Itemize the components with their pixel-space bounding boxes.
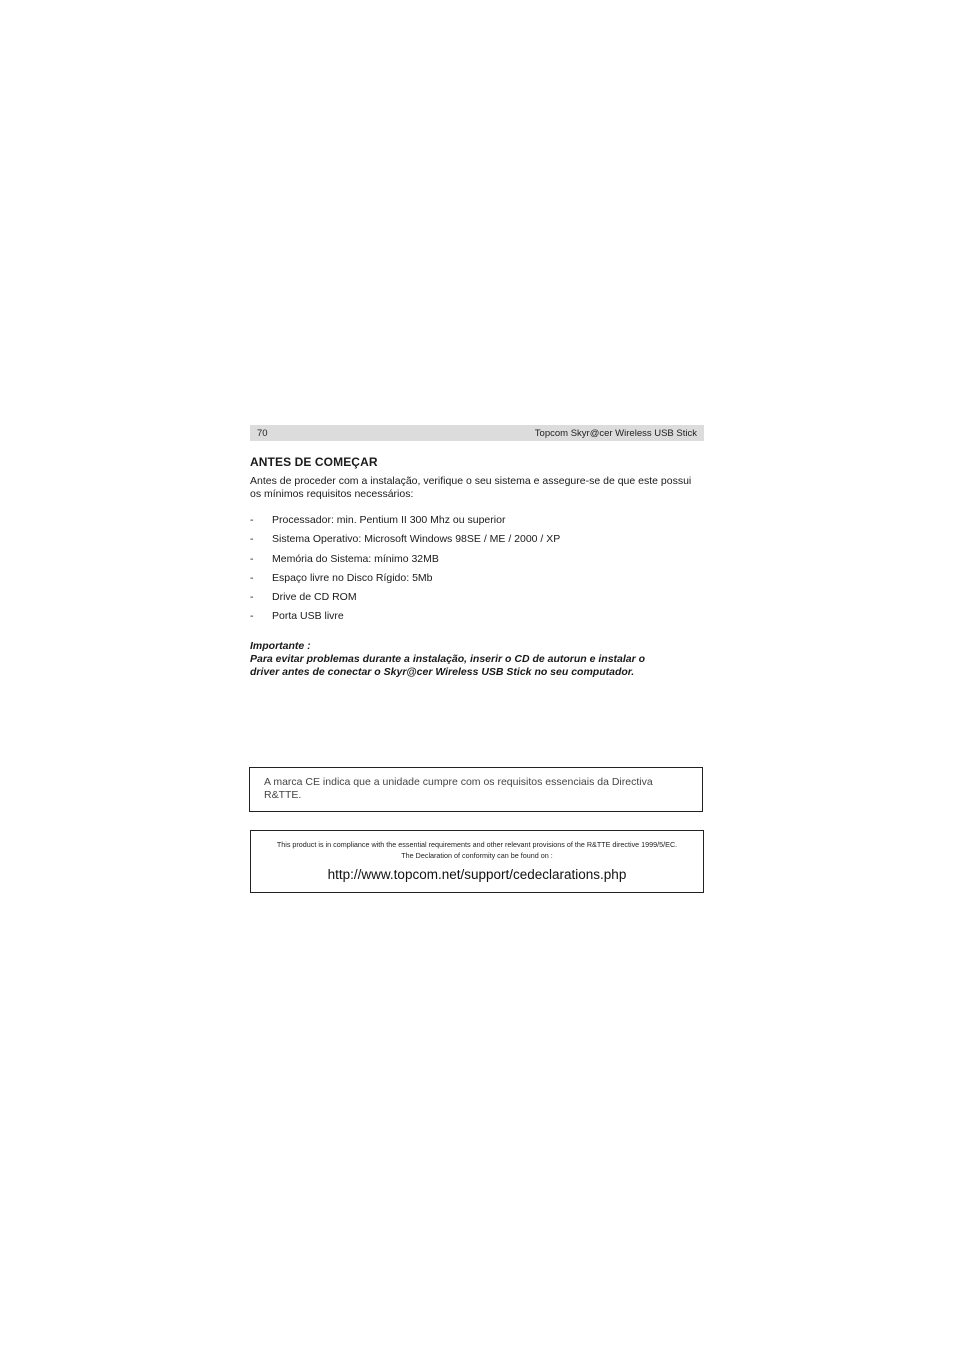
requirement-text: Sistema Operativo: Microsoft Windows 98SE / ME / 2000 / XP [272, 533, 561, 546]
declaration-url: http://www.topcom.net/support/cedeclarations.php [327, 867, 627, 882]
bullet-dash: - [250, 591, 254, 604]
bullet-dash: - [250, 552, 254, 565]
page-number: 70 [257, 427, 268, 439]
list-item [250, 591, 704, 604]
ce-notice-box [249, 767, 703, 812]
list-item [250, 572, 704, 585]
list-item [250, 553, 704, 566]
page-header [250, 425, 704, 441]
section-title: ANTES DE COMEÇAR [250, 455, 378, 469]
list-item [250, 533, 704, 546]
important-label: Importante : [250, 640, 311, 653]
declaration-line-1: This product is in compliance with the essential requirements and other relevant provisions of the R&TTE directive 1999/5/EC. [276, 840, 678, 849]
requirement-text: Processador: min. Pentium II 300 Mhz ou superior [272, 514, 506, 526]
requirement-text: Espaço livre no Disco Rígido: 5Mb [272, 571, 433, 584]
ce-notice-text: A marca CE indica que a unidade cumpre com os requisitos essenciais da Directiva R&TTE. [264, 776, 653, 801]
declaration-box [250, 830, 704, 893]
important-line-1: Para evitar problemas durante a instalação, inserir o CD de autorun e instalar o [250, 653, 646, 666]
bullet-dash: - [250, 610, 254, 623]
bullet-dash: - [250, 533, 254, 546]
bullet-dash: - [250, 514, 254, 526]
bullet-dash: - [250, 571, 254, 584]
requirement-text: Memória do Sistema: mínimo 32MB [272, 552, 439, 565]
product-title: Topcom Skyr@cer Wireless USB Stick [534, 427, 697, 439]
requirements-list [250, 514, 704, 623]
important-line-2: driver antes de conectar o Skyr@cer Wireless USB Stick no seu computador. [250, 666, 635, 679]
requirement-text: Drive de CD ROM [272, 591, 357, 604]
declaration-line-2: The Declaration of conformity can be found on : [401, 851, 553, 860]
list-item [250, 514, 704, 527]
list-item [250, 610, 704, 623]
manual-page [250, 425, 704, 679]
intro-paragraph: Antes de proceder com a instalação, verifique o seu sistema e assegure-se de que este possui os mínimos requisitos necessários: [250, 475, 692, 500]
important-note [250, 640, 704, 679]
requirement-text: Porta USB livre [272, 610, 344, 623]
